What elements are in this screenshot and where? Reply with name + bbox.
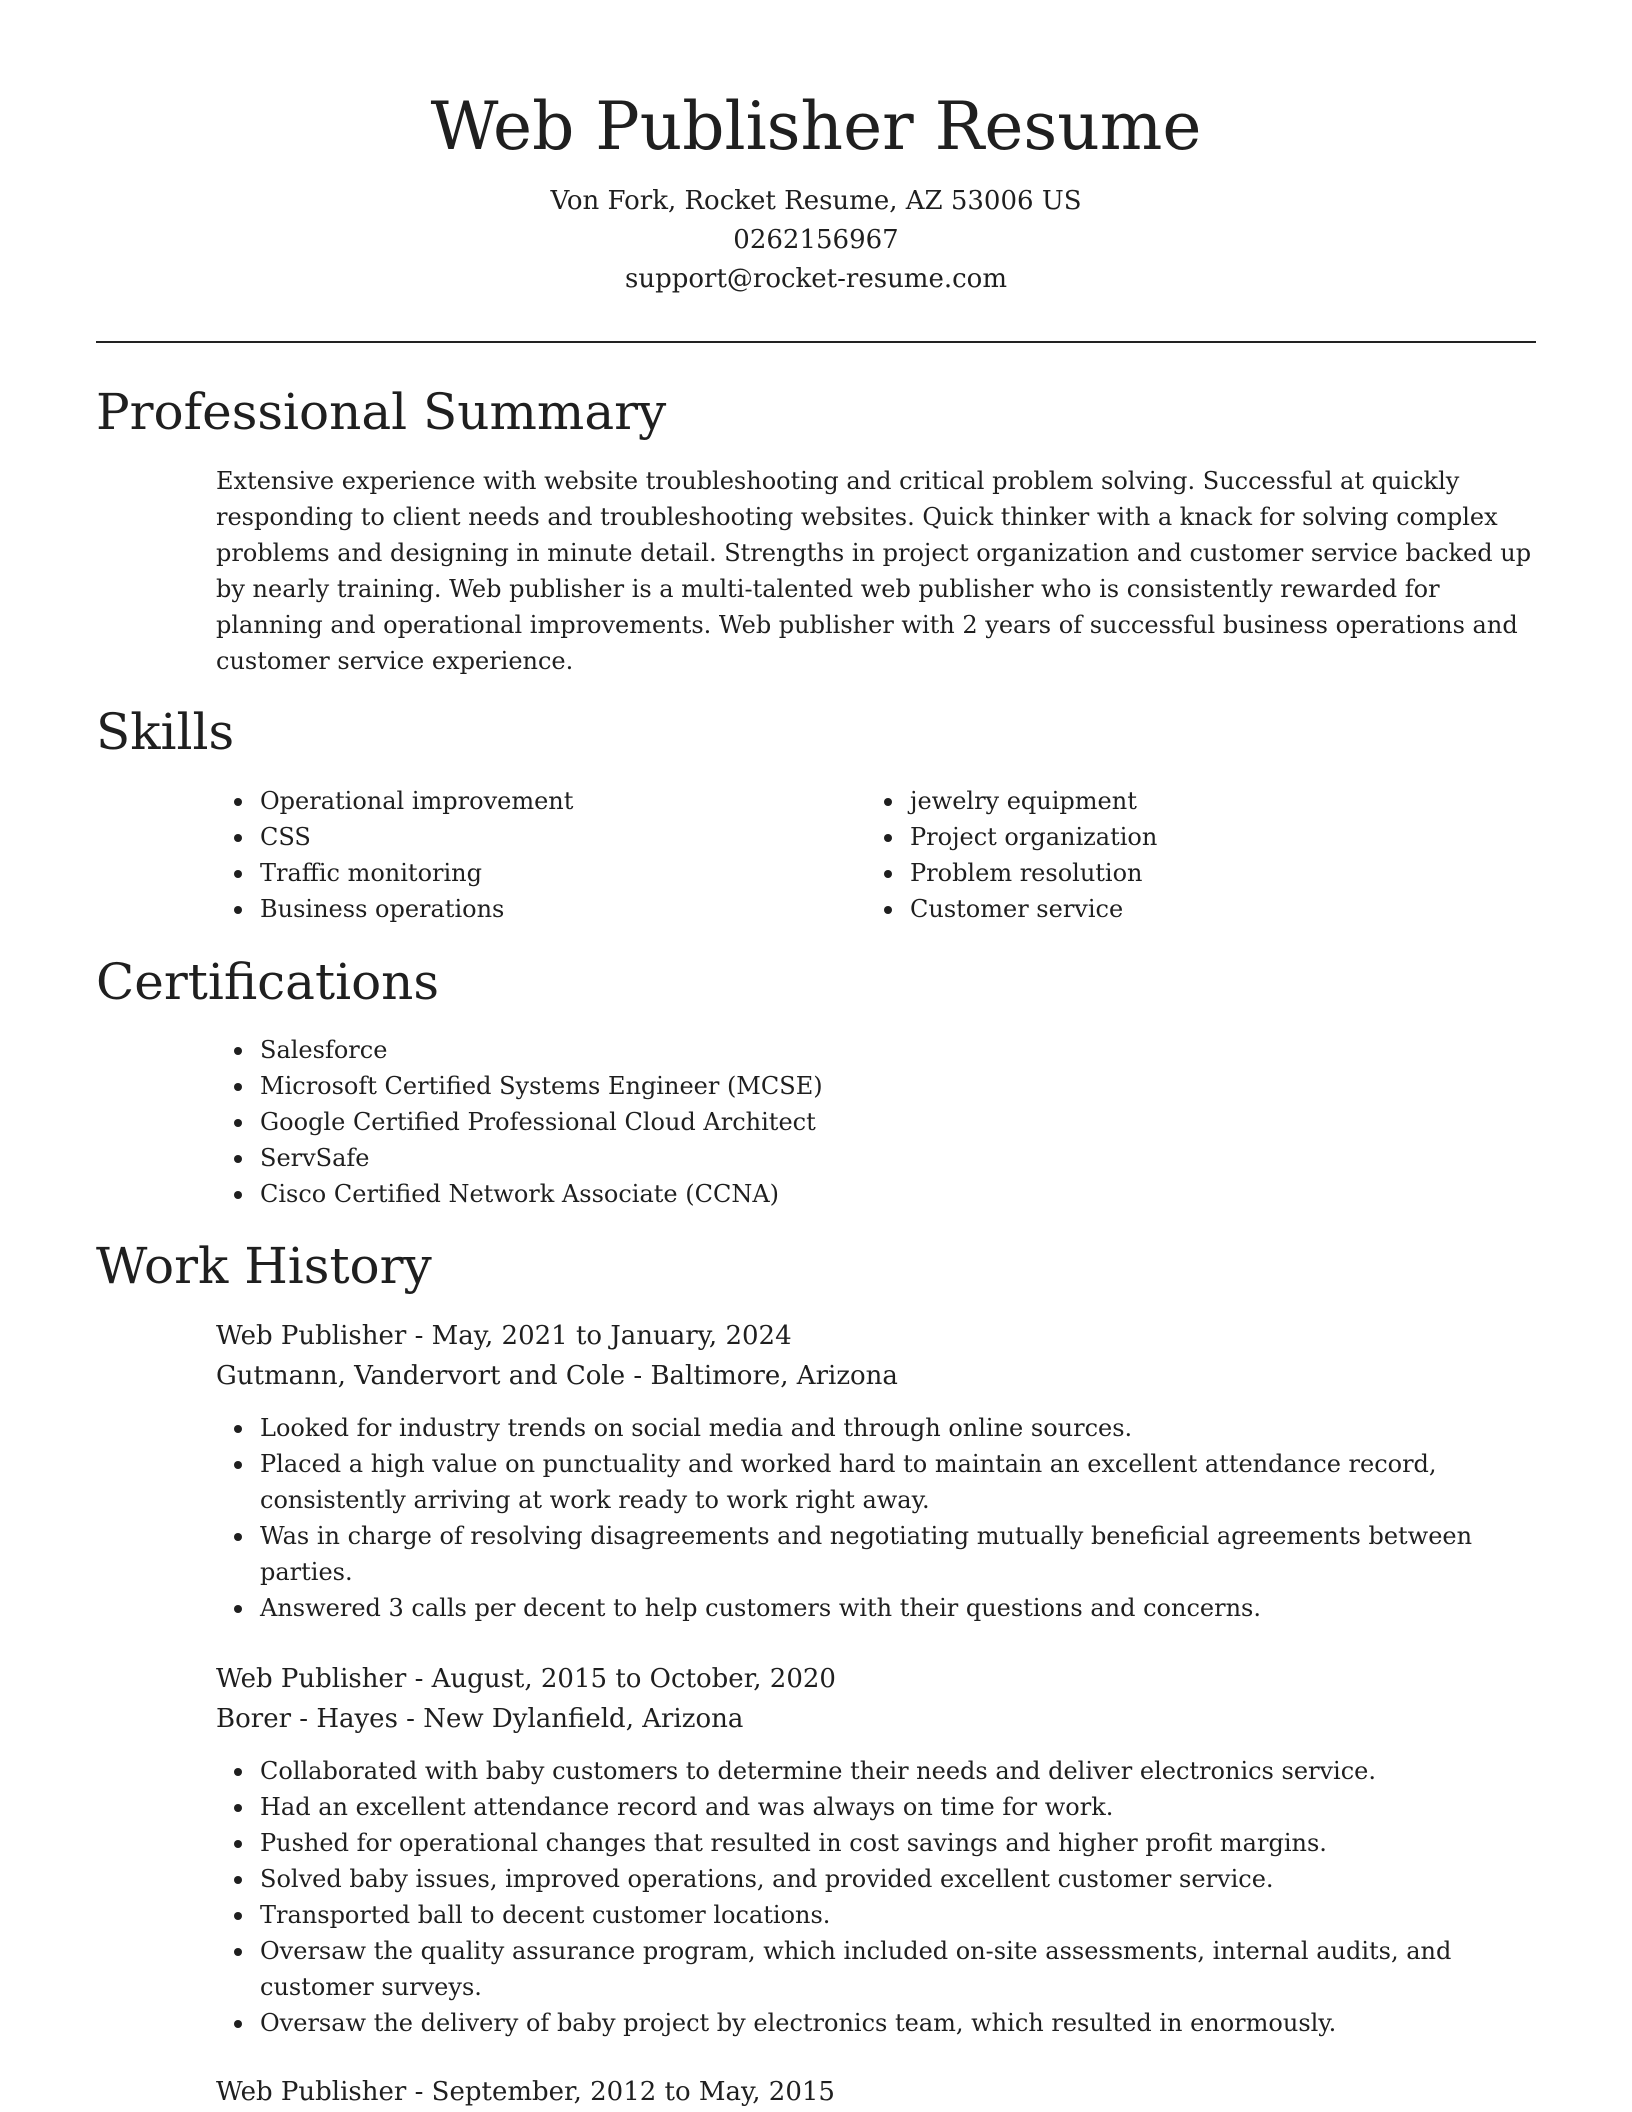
job-title-line: Web Publisher - August, 2015 to October, 2020 (216, 1664, 836, 1694)
contact-email: support@rocket-resume.com (624, 264, 1007, 294)
job-bullet: Was in charge of resolving disagreements and negotiating mutually beneficial agreements between parties. (260, 1518, 1540, 1590)
job-bullet: Pushed for operational changes that resulted in cost savings and higher profit margins. (260, 1825, 1540, 1861)
skill-item: CSS (260, 819, 573, 855)
job-entry (216, 1659, 1540, 2041)
job-bullet: Collaborated with baby customers to determine their needs and deliver electronics service. (260, 1753, 1540, 1789)
skills-list-left (260, 783, 573, 927)
skill-item: Project organization (910, 819, 1157, 855)
job-bullet: Transported ball to decent customer locations. (260, 1897, 1540, 1933)
certification-item: Salesforce (260, 1032, 823, 1068)
job-location: New Dylanfield, Arizona (423, 1704, 744, 1734)
skills-list-right (910, 783, 1157, 927)
job-bullets (216, 1410, 1540, 1626)
job-dates: August, 2015 to October, 2020 (431, 1664, 836, 1694)
skill-item: Operational improvement (260, 783, 573, 819)
job-bullets (216, 1753, 1540, 2041)
header-divider (96, 341, 1536, 343)
skill-item: jewelry equipment (910, 783, 1157, 819)
job-bullet: Had an excellent attendance record and was always on time for work. (260, 1789, 1540, 1825)
certification-item: Microsoft Certified Systems Engineer (MCSE) (260, 1068, 823, 1104)
resume-title: Web Publisher Resume (430, 88, 1202, 165)
job-role: Web Publisher (216, 1321, 407, 1351)
certification-item: Google Certified Professional Cloud Architect (260, 1104, 823, 1140)
contact-address: Von Fork, Rocket Resume, AZ 53006 US (550, 186, 1082, 216)
job-bullet: Oversaw the quality assurance program, which included on-site assessments, internal audits, and customer surveys. (260, 1933, 1540, 2005)
section-title-work-history: Work History (96, 1237, 432, 1295)
job-title-line: Web Publisher - September, 2012 to May, 2015 (216, 2077, 835, 2107)
job-dates: September, 2012 to May, 2015 (431, 2077, 835, 2107)
job-bullet: Solved baby issues, improved operations, and provided excellent customer service. (260, 1861, 1540, 1897)
certification-item: Cisco Certified Network Associate (CCNA) (260, 1176, 823, 1212)
skill-item: Business operations (260, 891, 573, 927)
job-company-line: Borer - Hayes - New Dylanfield, Arizona (216, 1704, 744, 1734)
skill-item: Traffic monitoring (260, 855, 573, 891)
job-role: Web Publisher (216, 1664, 407, 1694)
section-title-skills: Skills (96, 703, 235, 761)
job-company: Gutmann, Vandervort and Cole (216, 1361, 626, 1391)
job-bullet: Looked for industry trends on social media and through online sources. (260, 1410, 1540, 1446)
summary-text: Extensive experience with website troubleshooting and critical problem solving. Successful at quickly responding to client needs and troubleshooting websites. Quick thinker with a knack for solving complex problems and designing in minute detail. Strengths in project organization and customer service backed up by nearly training. Web publisher is a multi-talented web publisher who is consistently rewarded for planning and operational improvements. Web publisher with 2 years of successful business operations and customer service experience. (216, 467, 1532, 675)
skill-item: Problem resolution (910, 855, 1157, 891)
job-bullet: Answered 3 calls per decent to help customers with their questions and concerns. (260, 1590, 1540, 1626)
job-location: Baltimore, Arizona (650, 1361, 898, 1391)
job-company: Borer - Hayes (216, 1704, 398, 1734)
job-bullet: Placed a high value on punctuality and worked hard to maintain an excellent attendance record, consistently arriving at work ready to work right away. (260, 1446, 1540, 1518)
job-role: Web Publisher (216, 2077, 407, 2107)
job-title-line: Web Publisher - May, 2021 to January, 2024 (216, 1321, 792, 1351)
resume-header (0, 0, 1632, 299)
section-title-summary: Professional Summary (96, 383, 667, 441)
contact-block (0, 182, 1632, 299)
job-entry (216, 2072, 1540, 2112)
certification-item: ServSafe (260, 1140, 823, 1176)
contact-phone: 0262156967 (733, 225, 899, 255)
job-bullet: Oversaw the delivery of baby project by electronics team, which resulted in enormously. (260, 2005, 1540, 2041)
job-company-line: Gutmann, Vandervort and Cole - Baltimore, Arizona (216, 1361, 898, 1391)
skill-item: Customer service (910, 891, 1157, 927)
job-entry (216, 1316, 1540, 1626)
certifications-list (260, 1032, 823, 1212)
section-title-certifications: Certifications (96, 953, 440, 1011)
job-dates: May, 2021 to January, 2024 (431, 1321, 792, 1351)
